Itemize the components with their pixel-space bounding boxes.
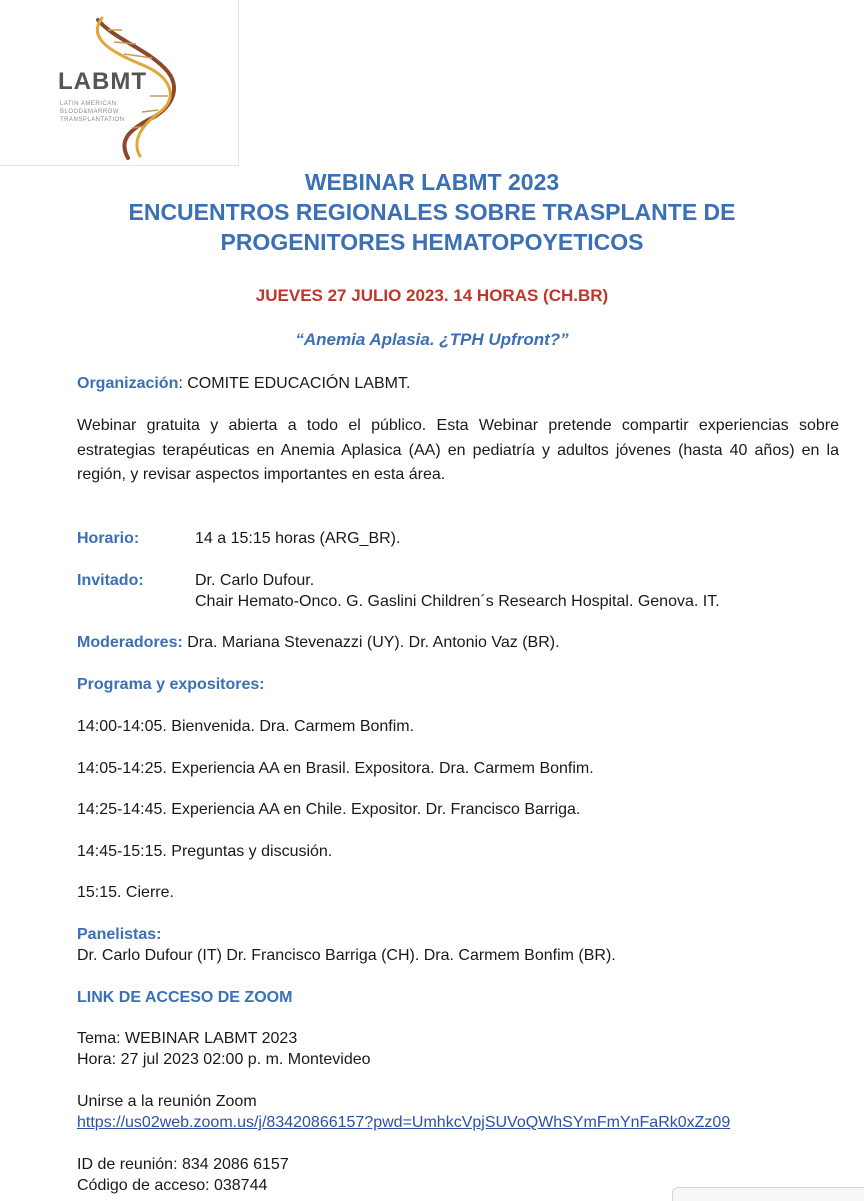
- zoom-unirse: Unirse a la reunión Zoom: [77, 1093, 257, 1110]
- title-line-2: ENCUENTROS REGIONALES SOBRE TRASPLANTE DE: [128, 199, 736, 225]
- zoom-heading: LINK DE ACCESO DE ZOOM: [77, 989, 293, 1006]
- corner-overlay: [672, 1187, 864, 1201]
- event-date: JUEVES 27 JULIO 2023. 14 HORAS (CH.BR): [255, 286, 609, 305]
- horario-value: 14 a 15:15 horas (ARG_BR).: [195, 530, 401, 547]
- invitado-name: Dr. Carlo Dufour.: [195, 572, 315, 589]
- zoom-tema: Tema: WEBINAR LABMT 2023: [77, 1030, 298, 1047]
- description-paragraph: Webinar gratuita y abierta a todo el público. Esta Webinar pretende compartir experiencias sobre estrategias terapéuticas en Anemia Aplasica (AA) en pediatría y adultos jóvenes (hasta 40 años) en la región, y revisar aspectos importantes en esta área.: [77, 417, 839, 483]
- panelistas-value: Dr. Carlo Dufour (IT) Dr. Francisco Barriga (CH). Dra. Carmem Bonfim (BR).: [77, 947, 616, 964]
- logo-subtitle-line: TRANSPLANTATION: [60, 117, 125, 123]
- zoom-passcode: Código de acceso: 038744: [77, 1177, 268, 1194]
- organizacion-label: Organización: [77, 375, 179, 392]
- program-item: 14:45-15:15. Preguntas y discusión.: [77, 843, 333, 860]
- panelistas-label: Panelistas:: [77, 926, 162, 943]
- programa-label: Programa y expositores:: [77, 676, 265, 693]
- moderadores-row: [77, 631, 560, 655]
- zoom-hora: Hora: 27 jul 2023 02:00 p. m. Montevideo: [77, 1051, 371, 1068]
- invitado-label: Invitado:: [77, 572, 144, 589]
- program-item: 14:25-14:45. Experiencia AA en Chile. Expositor. Dr. Francisco Barriga.: [77, 801, 581, 818]
- zoom-meeting-link[interactable]: https://us02web.zoom.us/j/83420866157?pwd=UmhkcVpjSUVoQWhSYmFmYnFaRk0xZz09: [77, 1114, 731, 1131]
- title-line-3: PROGENITORES HEMATOPOYETICOS: [220, 229, 644, 255]
- zoom-meeting-id: ID de reunión: 834 2086 6157: [77, 1156, 289, 1173]
- logo-subtitle: [60, 100, 125, 124]
- program-item: 14:05-14:25. Experiencia AA en Brasil. Expositora. Dra. Carmem Bonfim.: [77, 760, 594, 777]
- horario-label: Horario:: [77, 530, 140, 547]
- program-item: 15:15. Cierre.: [77, 884, 174, 901]
- moderadores-label: Moderadores:: [77, 634, 183, 651]
- invitado-affiliation: Chair Hemato-Onco. G. Gaslini Children´s Research Hospital. Genova. IT.: [195, 593, 720, 610]
- logo-wordmark: LABMT: [58, 68, 147, 95]
- logo-subtitle-line: BLOOD&MARROW: [60, 109, 120, 115]
- logo-subtitle-line: LATIN AMERICAN: [60, 101, 117, 107]
- event-theme: “Anemia Aplasia. ¿TPH Upfront?”: [295, 330, 569, 349]
- organizacion-value: : COMITE EDUCACIÓN LABMT.: [178, 375, 411, 392]
- organizacion-row: [77, 372, 410, 396]
- title-line-1: WEBINAR LABMT 2023: [304, 169, 560, 195]
- moderadores-value: Dra. Mariana Stevenazzi (UY). Dr. Antonio Vaz (BR).: [182, 634, 560, 651]
- program-item: 14:00-14:05. Bienvenida. Dra. Carmem Bonfim.: [77, 718, 415, 735]
